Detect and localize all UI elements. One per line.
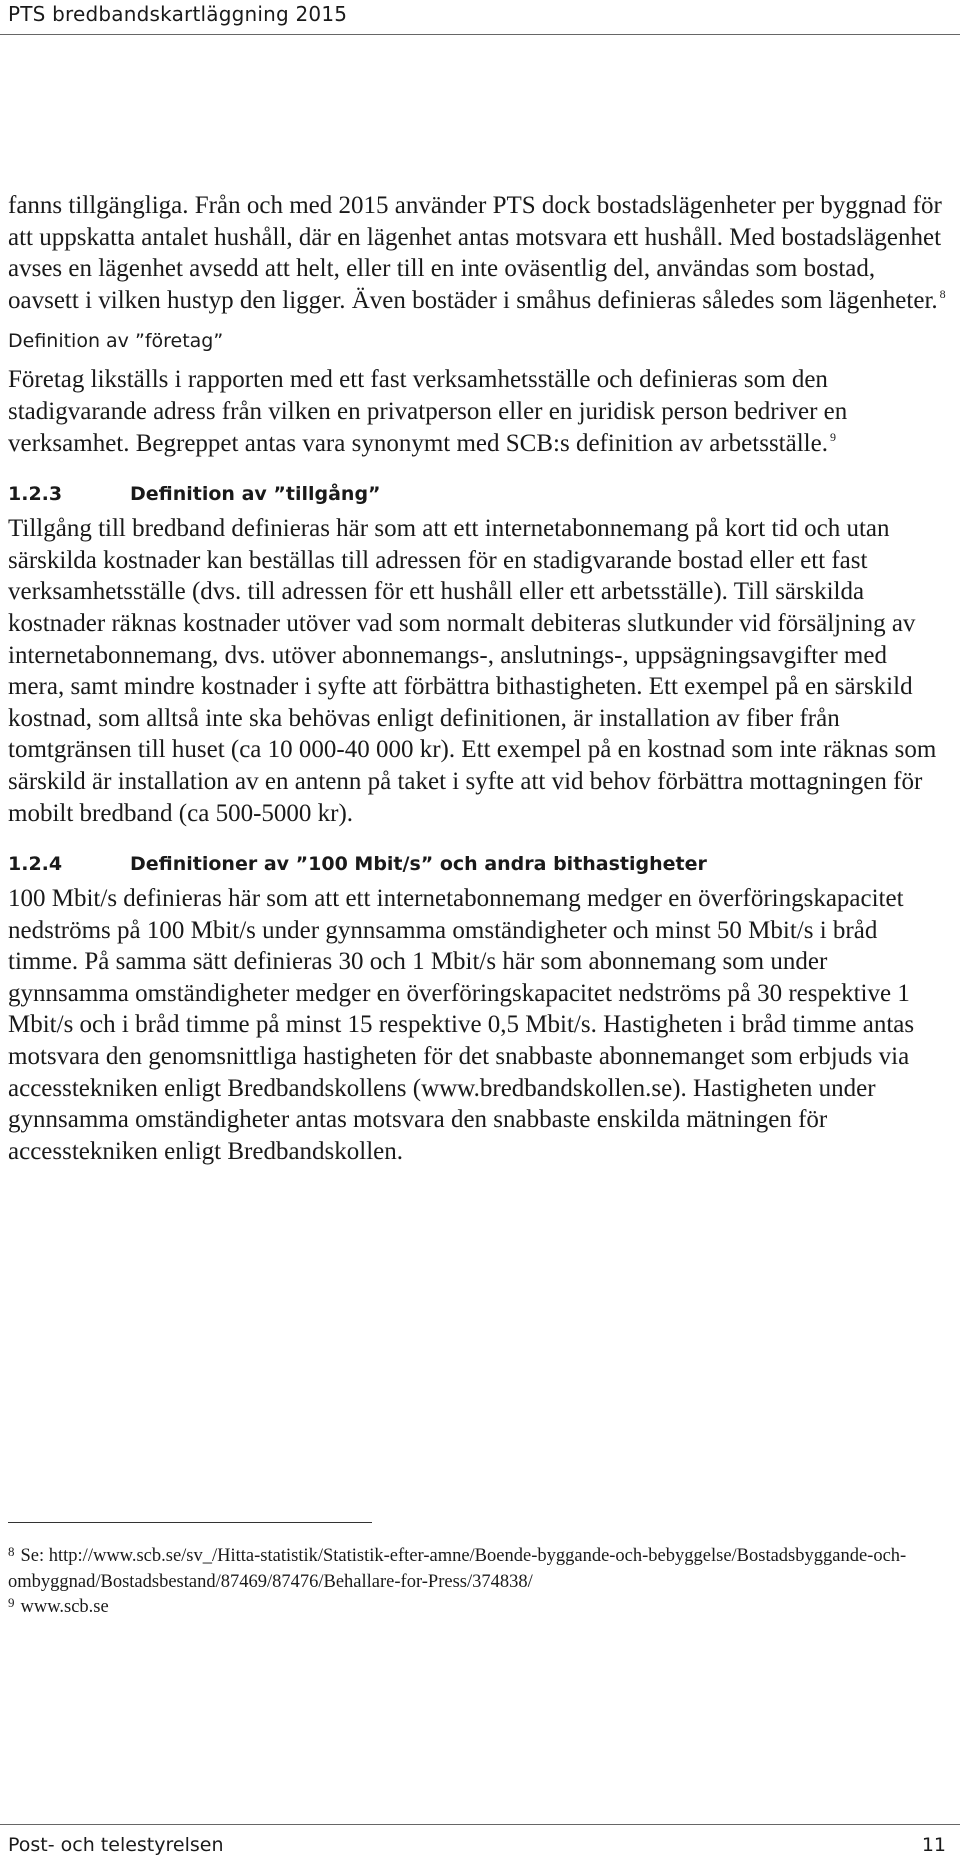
bithastigheter-paragraph: 100 Mbit/s definieras här som att ett internetabonnemang medger en överföringskapacitet nedströms på 100 Mbit/s under gynnsamma omständigheter och minst 50 Mbit/s i bråd timme. På samma sätt definieras 30 och 1 Mbit/s här som abonnemang som under gynnsamma omständigheter medger en överföringskapacitet nedströms på 30 respektive 1 Mbit/s och i bråd timme på minst 15 respektive 0,5 Mbit/s. Hastigheten i bråd timme antas motsvara den genomsnittliga hastigheten för det snabbaste abonnemanget som erbjuds via accesstekniken enligt Bredbandskollens (www.bredbandskollen.se). Hastigheten under gynnsamma omständigheter antas motsvara den snabbaste enskilda mätningen för accesstekniken enligt Bredbandskollen.	[8, 885, 915, 1165]
footnote-divider	[8, 1522, 372, 1523]
foretag-paragraph	[8, 364, 948, 459]
footnote-8	[8, 1544, 948, 1595]
foretag-text: Företag likställs i rapporten med ett fast verksamhetsställe och definieras som den stadigvarande adress från vilken en privatperson eller en juridisk person bedriver en verksamhet. Begreppet antas vara synonymt med SCB:s definition av arbetsställe.	[8, 366, 848, 457]
section-number: 1.2.4	[8, 853, 63, 876]
footnote-link[interactable]: Se: http://www.scb.se/sv_/Hitta-statistik/Statistik-efter-amne/Boende-byggande-och-bebyggelse/Bostadsbyggande-och-ombyggnad/Bostadsbestand/87469/87476/Behallare-for-Press/374838/	[8, 1546, 907, 1592]
section-number: 1.2.3	[8, 483, 63, 506]
footer-divider	[0, 1824, 960, 1825]
header-divider	[0, 34, 960, 35]
document-title: PTS bredbandskartläggning 2015	[8, 2, 348, 26]
section-title: Definition av ”tillgång”	[130, 483, 381, 506]
section-heading-tillgang	[8, 483, 948, 505]
footnote-ref-9[interactable]: 9	[829, 429, 836, 444]
footnote-9	[8, 1595, 948, 1621]
page-number: 11	[921, 1834, 946, 1856]
footnote-link[interactable]: www.scb.se	[20, 1597, 109, 1617]
tillgang-paragraph: Tillgång till bredband definieras här som att ett internetabonnemang på kort tid och utan särskilda kostnader kan beställas till adressen för en stadigvarande bostad eller ett fast verksamhetsställe (dvs. till adressen för ett hushåll eller ett arbetsställe). Till särskilda kostnader räknas kostnader utöver vad som normalt debiteras slutkunder vid försäljning av internetabonnemang, dvs. utöver abonnemangs-, anslutnings-, uppsägningsavgifter med mera, samt mindre kostnader i syfte att förbättra bithastigheten. Ett exempel på en särskild kostnad, som alltså inte ska behövas enligt definitionen, är installation av fiber från tomtgränsen till huset (ca 10 000-40 000 kr). Ett exempel på en kostnad som inte räknas som särskild är installation av en antenn på taket i syfte att vid behov förbättra mottagningen för mobilt bredband (ca 500-5000 kr).	[8, 515, 937, 827]
footnote-mark: 9	[8, 1595, 15, 1610]
page-body	[8, 190, 948, 1167]
intro-text: fanns tillgängliga. Från och med 2015 använder PTS dock bostadslägenheter per byggnad för att uppskatta antalet hushåll, där en lägenhet antas motsvara ett hushåll. Med bostadslägenhet avses en lägenhet avsedd att helt, eller till en inte oväsentlig del, användas som bostad, oavsett i vilken hustyp den ligger. Även bostäder i småhus definieras således som lägenheter.	[8, 192, 942, 314]
footnote-mark: 8	[8, 1544, 15, 1559]
publisher-name: Post- och telestyrelsen	[8, 1834, 224, 1856]
footnote-ref-8[interactable]: 8	[939, 286, 946, 301]
section-heading-bithastigheter	[8, 853, 948, 875]
intro-paragraph	[8, 190, 948, 316]
section-title: Definitioner av ”100 Mbit/s” och andra bithastigheter	[130, 853, 707, 876]
footnotes	[8, 1544, 948, 1621]
foretag-heading: Definition av ”företag”	[8, 330, 224, 353]
